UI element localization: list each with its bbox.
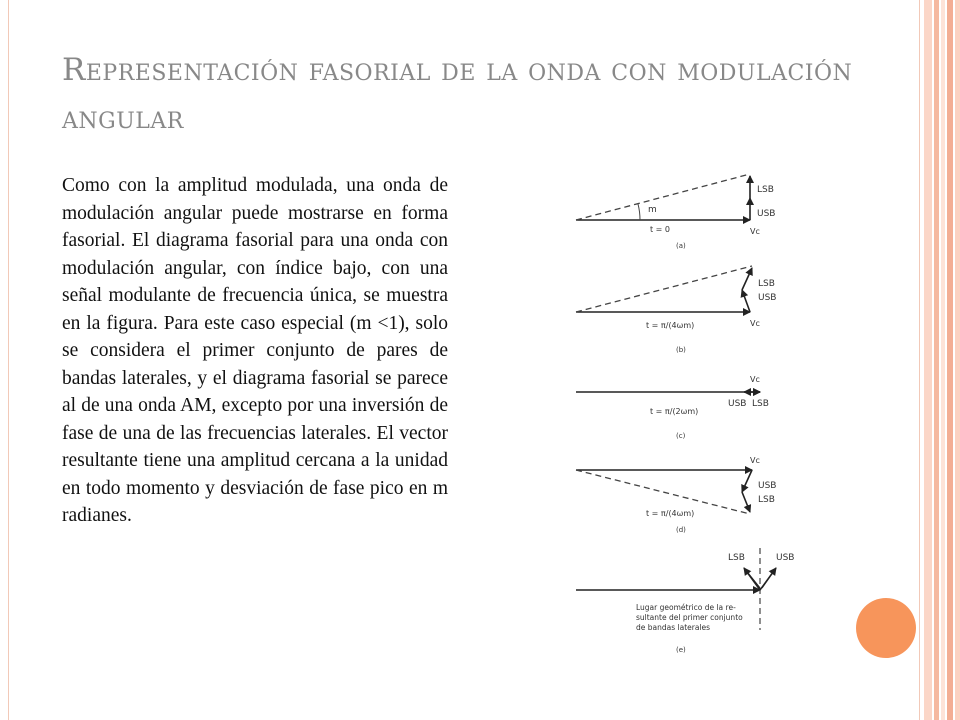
panel-b bbox=[576, 266, 776, 354]
panel-caption: (b) bbox=[676, 346, 686, 354]
lsb-label: LSB bbox=[758, 279, 775, 289]
time-label: t = 0 bbox=[650, 225, 671, 234]
usb-label: USB bbox=[728, 399, 747, 409]
resultant-phasor bbox=[576, 266, 752, 312]
panel-c bbox=[576, 375, 769, 440]
angle-arc bbox=[638, 204, 640, 220]
carrier-label: Vc bbox=[750, 456, 760, 465]
usb-label: USB bbox=[776, 553, 795, 563]
resultant-phasor bbox=[576, 174, 750, 220]
usb-label: USB bbox=[757, 209, 776, 219]
phasor-figure bbox=[560, 168, 820, 658]
usb-phasor bbox=[742, 470, 752, 492]
slide-title: Representación fasorial de la onda con modulación angular bbox=[62, 52, 853, 136]
panel-d bbox=[576, 456, 776, 534]
side-strip bbox=[941, 0, 945, 720]
time-label: t = π/(2ωm) bbox=[650, 407, 699, 416]
panel-caption: (c) bbox=[676, 432, 686, 440]
carrier-label: Vc bbox=[750, 319, 760, 328]
locus-label-line1: Lugar geométrico de la re- bbox=[636, 603, 736, 612]
resultant-phasor bbox=[576, 470, 750, 514]
lsb-phasor bbox=[742, 268, 752, 290]
panel-caption: (a) bbox=[676, 242, 686, 250]
time-label: t = π/(4ωm) bbox=[646, 509, 695, 518]
lsb-label: LSB bbox=[757, 185, 774, 195]
carrier-label: Vc bbox=[750, 227, 760, 236]
usb-return bbox=[762, 568, 776, 588]
usb-label: USB bbox=[758, 481, 777, 491]
side-strip bbox=[924, 0, 932, 720]
usb-phasor bbox=[742, 290, 750, 312]
lsb-phasor bbox=[742, 492, 750, 512]
side-strip bbox=[947, 0, 953, 720]
lsb-label: LSB bbox=[758, 495, 775, 505]
usb-label: USB bbox=[758, 293, 777, 303]
panel-a bbox=[576, 174, 775, 250]
lsb-label: LSB bbox=[752, 399, 769, 409]
side-strip bbox=[934, 0, 939, 720]
panel-e bbox=[576, 548, 794, 654]
angle-label: m bbox=[648, 205, 657, 215]
lsb-label: LSB bbox=[728, 553, 745, 563]
locus-label-line3: de bandas laterales bbox=[636, 623, 711, 632]
accent-circle bbox=[856, 598, 916, 658]
body-paragraph: Como con la amplitud modulada, una onda de modulación angular puede mostrarse en forma fasorial. El diagrama fasorial para una onda con modulación angular, con índice bajo, con una señal modulante de frecuencia única, se muestra en la figura. Para este caso especial (m <1), solo se considera el primer conjunto de pares de bandas laterales, y el diagrama fasorial se parece al de una onda AM, excepto por una inversión de fase de una de las frecuencias laterales. El vector resultante tiene una amplitud cercana a la unidad en todo momento y desviación de fase pico en m radianes. bbox=[62, 175, 448, 526]
carrier-label: Vc bbox=[750, 375, 760, 384]
panel-caption: (d) bbox=[676, 526, 686, 534]
lsb-return bbox=[744, 568, 760, 588]
locus-label-line2: sultante del primer conjunto bbox=[636, 613, 743, 622]
panel-caption: (e) bbox=[676, 646, 686, 654]
time-label: t = π/(4ωm) bbox=[646, 321, 695, 330]
side-strip bbox=[955, 0, 960, 720]
